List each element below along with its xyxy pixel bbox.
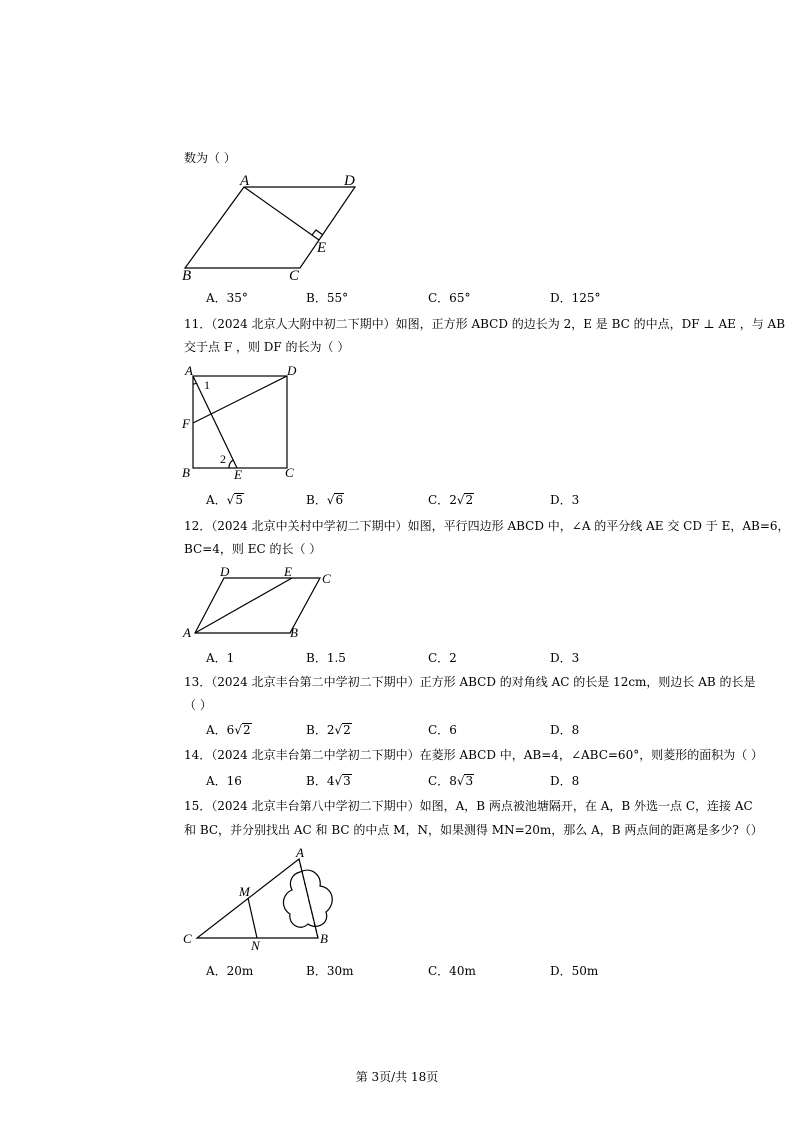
q15-segment-mn	[248, 898, 257, 938]
q10-right-angle-mark	[312, 230, 323, 235]
q14-option-a-letter: A．	[206, 774, 227, 788]
radical-sign: √	[456, 493, 465, 507]
q13-option-c	[428, 722, 457, 739]
q10-option-a: A．35°	[206, 291, 248, 305]
q14-option-b-coef: 4	[326, 774, 335, 788]
q13-option-a	[206, 722, 252, 739]
q10-parallelogram-figure	[178, 172, 378, 282]
q10-segment-ae	[244, 187, 319, 240]
q10-option-d: D．125°	[550, 291, 601, 305]
q12-label-a: A	[183, 625, 191, 640]
q15-stem-line1: 15．（2024 北京丰台第八中学初二下期中）如图，A，B 两点被池塘隔开，在 A，B 外选一点 C，连接 AC	[184, 799, 753, 813]
q13-option-c-letter: C．	[428, 723, 450, 737]
q11-label-e: E	[234, 467, 242, 482]
q12-option-b: B．1.5	[306, 651, 346, 665]
q15-pond-shape	[283, 870, 332, 927]
q12-stem-line1: 12．（2024 北京中关村中学初二下期中）如图，平行四边形 ABCD 中，∠A 的平分线 AE 交 CD 于 E，AB=6，	[184, 519, 790, 533]
q13-option-c-text: 6	[449, 723, 457, 737]
q11-label-angle-1: 1	[204, 378, 210, 392]
q15-option-c: C．40m	[428, 964, 476, 978]
q13-option-d	[550, 722, 579, 739]
radical-sign: √	[456, 774, 465, 788]
q14-stem-line1: 14．（2024 北京丰台第二中学初二下期中）在菱形 ABCD 中，AB=4，∠ABC=60°，则菱形的面积为（ ）	[184, 748, 764, 762]
radical-sign: √	[226, 493, 235, 507]
q14-option-a	[206, 773, 242, 790]
q11-option-c-coef: 2	[449, 493, 457, 507]
q11-option-a-radicand: 5	[235, 493, 243, 507]
q11-label-a: A	[185, 363, 193, 378]
q10-parallelogram	[185, 187, 355, 268]
q14-option-c-letter: C．	[428, 774, 450, 788]
q11-option-d-letter: D．	[550, 493, 572, 507]
q10-label-e: E	[317, 240, 327, 256]
q11-option-c-letter: C．	[428, 493, 450, 507]
q11-label-b: B	[182, 465, 190, 480]
q15-stem-line2: 和 BC，并分别找出 AC 和 BC 的中点 M，N，如果测得 MN=20m，那么 A，B 两点间的距离是多少?（）	[184, 823, 763, 837]
q15-option-a: A．20m	[206, 964, 254, 978]
q13-option-d-text: 8	[571, 723, 580, 737]
q13-stem-line1: 13．（2024 北京丰台第二中学初二下期中）正方形 ABCD 的对角线 AC 的长是 12cm，则边长 AB 的长是	[184, 675, 756, 689]
q14-option-d	[550, 773, 579, 790]
q12-parallelogram	[195, 578, 320, 633]
q12-option-c: C．2	[428, 651, 457, 665]
radical-sign: √	[334, 774, 343, 788]
q13-option-b	[306, 722, 352, 739]
q10-option-b: B．55°	[306, 291, 349, 305]
q10-label-d: D	[344, 173, 355, 189]
q11-option-a-letter: A．	[206, 493, 227, 507]
q15-label-c: C	[183, 931, 192, 946]
q12-parallelogram-figure	[180, 563, 350, 643]
q15-label-n: N	[251, 938, 260, 953]
radical-sign: √	[334, 723, 343, 737]
q14-option-b-radicand: 3	[343, 774, 351, 788]
q11-stem-line2: 交于点 F ，则 DF 的长为（ ）	[184, 340, 350, 354]
q10-option-c: C．65°	[428, 291, 471, 305]
radical-sign: √	[326, 493, 335, 507]
q13-option-a-letter: A．	[206, 723, 227, 737]
q11-option-d	[550, 492, 579, 509]
q14-option-c	[428, 773, 474, 790]
q13-option-b-radicand: 2	[343, 723, 351, 737]
q11-option-a	[206, 492, 244, 509]
q14-option-d-text: 8	[571, 774, 580, 788]
q13-option-a-coef: 6	[226, 723, 235, 737]
q11-option-b-letter: B．	[306, 493, 327, 507]
q11-option-c-radicand: 2	[465, 493, 474, 507]
q15-label-a: A	[296, 845, 304, 860]
q11-angle-2-arc	[229, 460, 233, 468]
radical-sign: √	[234, 723, 242, 737]
q13-option-b-letter: B．	[306, 723, 327, 737]
q12-option-a: A．1	[206, 651, 235, 665]
q15-label-b: B	[320, 931, 328, 946]
q11-label-angle-2: 2	[220, 452, 226, 466]
q11-square-figure	[180, 362, 310, 482]
q12-option-d: D．3	[550, 651, 580, 665]
q10-stem-tail: 数为（ ）	[184, 151, 236, 165]
q11-option-d-text: 3	[571, 493, 580, 507]
q11-stem-line1: 11．（2024 北京人大附中初二下期中）如图，正方形 ABCD 的边长为 2，E 是 BC 的中点，DF ⊥ AE ，与 AB	[184, 317, 786, 331]
q12-label-b: B	[290, 625, 298, 640]
q14-option-c-coef: 8	[449, 774, 457, 788]
q15-label-m: M	[239, 884, 250, 899]
q15-option-d: D．50m	[550, 964, 599, 978]
q14-option-c-radicand: 3	[465, 774, 474, 788]
q11-angle-1-arc	[193, 383, 197, 384]
q12-label-d: D	[220, 564, 230, 579]
page-number-footer: 第 3页/共 18页	[355, 1070, 439, 1084]
q11-label-d: D	[287, 363, 297, 378]
q10-label-b: B	[182, 268, 192, 284]
q11-label-f: F	[182, 416, 190, 431]
q11-label-c: C	[285, 465, 294, 480]
q14-option-d-letter: D．	[550, 774, 572, 788]
q11-option-b-radicand: 6	[335, 493, 344, 507]
q12-label-c: C	[322, 571, 331, 586]
q14-option-b	[306, 773, 352, 790]
q10-label-c: C	[289, 268, 300, 284]
q11-option-b	[306, 492, 344, 509]
q13-option-d-letter: D．	[550, 723, 572, 737]
q15-triangle-abc	[197, 859, 318, 938]
q15-pond-figure	[180, 844, 350, 954]
q12-stem-line2: BC=4，则 EC 的长（ ）	[184, 542, 322, 556]
q14-option-b-letter: B．	[306, 774, 327, 788]
q13-option-a-radicand: 2	[242, 723, 251, 737]
q15-option-b: B．30m	[306, 964, 354, 978]
q10-label-a: A	[240, 173, 250, 189]
q13-option-b-coef: 2	[326, 723, 335, 737]
q12-label-e: E	[284, 564, 292, 579]
q11-segment-ae	[193, 376, 237, 468]
q13-stem-line2: （ ）	[184, 698, 212, 712]
q11-option-c	[428, 492, 474, 509]
q14-option-a-text: 16	[226, 774, 242, 788]
